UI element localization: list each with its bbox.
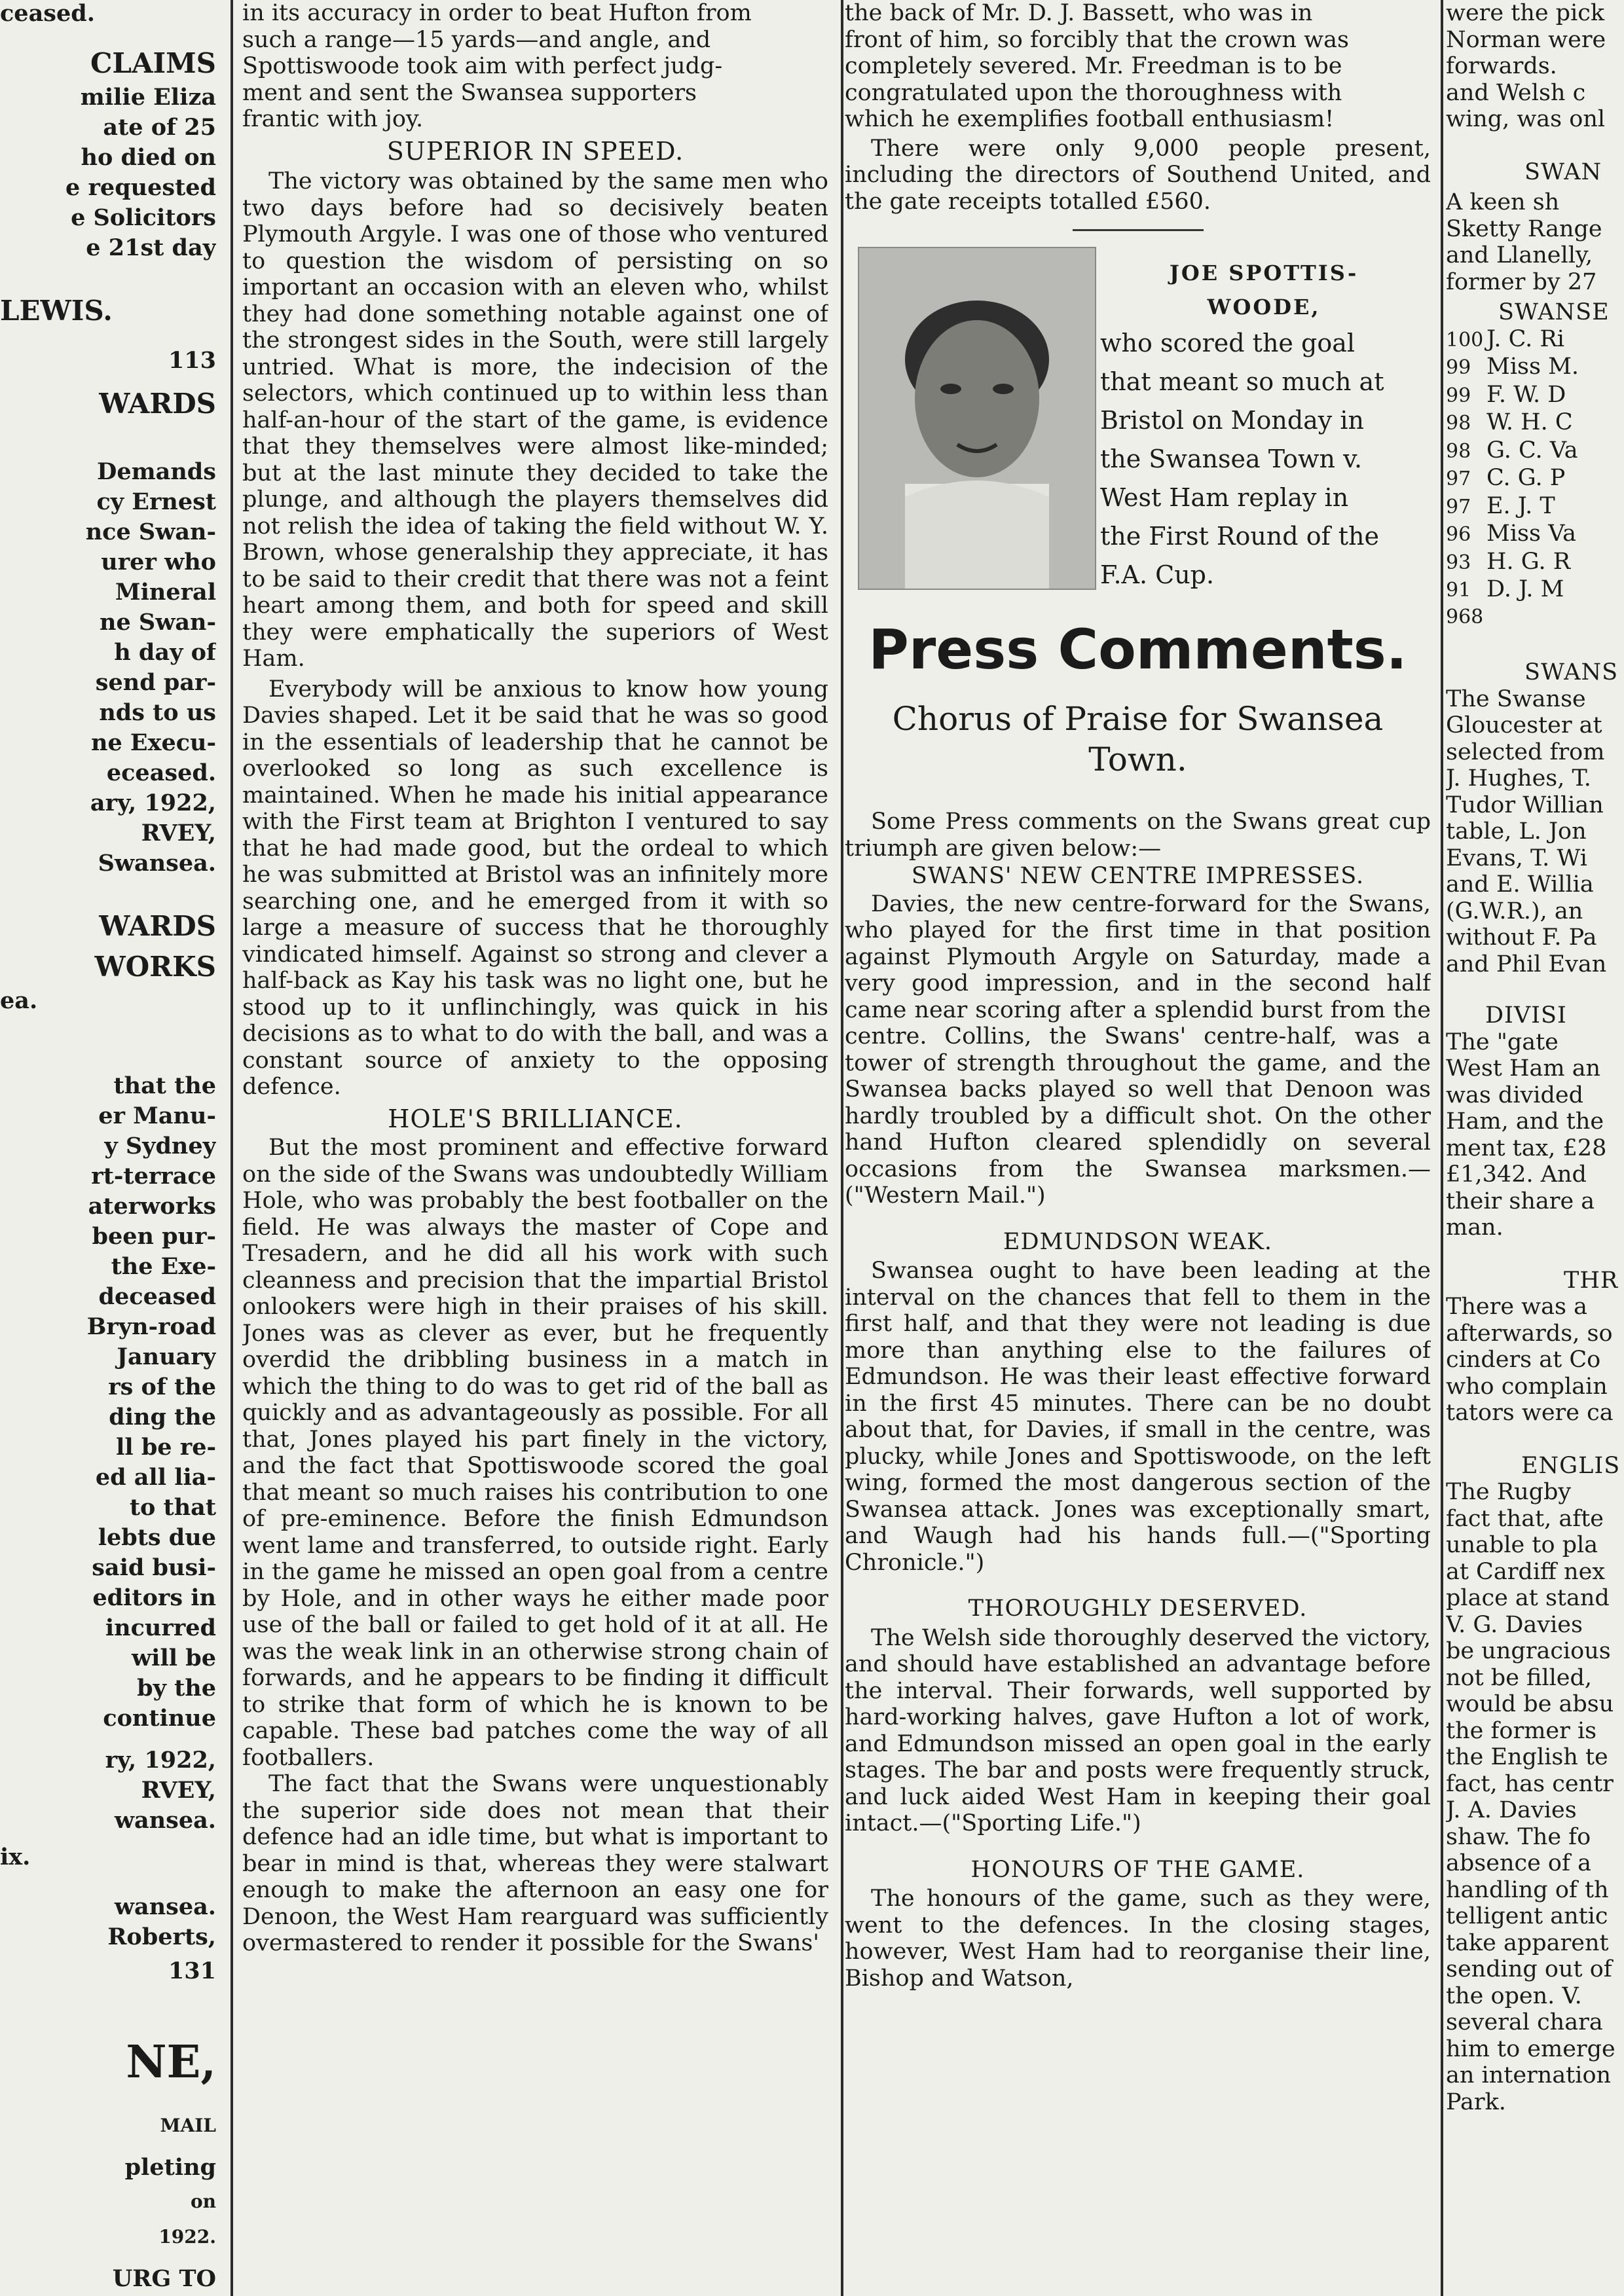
column-2: [242, 0, 828, 2296]
photo-block: [845, 247, 1431, 613]
text-line: fact, has centr: [1446, 1770, 1614, 1797]
text-line: continue: [103, 1705, 216, 1732]
article-paragraph: There were only 9,000 people present, including the directors of Southend United, and the gate receipts totalled £560.: [845, 135, 1431, 215]
score-row: [1446, 437, 1624, 465]
text-line: front of him, so forcibly that the crown was: [845, 26, 1349, 53]
score-name: Miss M.: [1486, 354, 1579, 380]
text-line: and Welsh c: [1446, 79, 1586, 106]
portrait-photo: [858, 247, 1096, 590]
score-value: 99: [1446, 356, 1471, 379]
text-line: their share a: [1446, 1188, 1595, 1214]
text-line: urer who: [101, 549, 216, 575]
text-line: afterwards, so: [1446, 1320, 1613, 1347]
thr-lines: [1446, 1294, 1624, 1427]
text-line: by the: [137, 1675, 216, 1702]
text-line: lebts due: [98, 1524, 216, 1551]
text-line: milie Eliza: [80, 84, 216, 111]
text-line: unable to pla: [1446, 1532, 1598, 1558]
score-total: 968: [1446, 605, 1484, 629]
article-paragraph: Swansea ought to have been leading at the interval on the chances that fell to them in the first half, and that they were not leading is due more than anything else to the failures of Edmundson. He was their least effective forward in the first 45 minutes. There can be no doubt about that, for Davies, if small in the centre, was plucky, while Jones and Spottiswoode, on the left wing, formed the most dangerous section of the Swansea attack. Jones was exceptionally smart, and Waugh had his hands full.—("Sporting Chronicle."): [845, 1258, 1431, 1576]
text-line: ceased.: [0, 0, 95, 27]
text-line: ary, 1922,: [90, 790, 216, 816]
text-line: Sketty Range: [1446, 215, 1602, 242]
column-3: [845, 0, 1431, 2296]
text-line: Bristol on Monday in: [1100, 406, 1364, 435]
text-line: Park.: [1446, 2088, 1506, 2115]
text-line: WARDS: [99, 388, 216, 420]
text-line: URG TO: [112, 2265, 216, 2292]
text-line: which he exemplifies football enthusiasm!: [845, 106, 1335, 132]
text-line: such a range—15 yards—and angle, and: [242, 26, 711, 53]
heading-swansea: SWANSE: [1498, 299, 1610, 325]
score-name: J. C. Ri: [1486, 325, 1564, 352]
column-rule: [231, 0, 233, 2296]
score-name: E. J. T: [1486, 492, 1555, 519]
score-row: [1446, 409, 1624, 437]
text-line: The Swanse: [1446, 685, 1586, 712]
score-row: [1446, 465, 1624, 493]
heading-superior-in-speed: SUPERIOR IN SPEED.: [386, 136, 684, 166]
press-comments-title: Press Comments.: [868, 617, 1407, 682]
text-line: frantic with joy.: [242, 106, 424, 132]
text-line: absence of a: [1446, 1850, 1591, 1876]
text-line: e requested: [65, 174, 216, 201]
top-lines: [1446, 0, 1624, 133]
text-line: ea.: [0, 987, 38, 1014]
text-line: Ham, and the: [1446, 1108, 1604, 1135]
text-line: handling of th: [1446, 1876, 1609, 1903]
text-line: WARDS: [99, 910, 216, 942]
text-line: e 21st day: [86, 234, 216, 261]
text-line: J. A. Davies: [1446, 1797, 1577, 1823]
text-line: man.: [1446, 1214, 1504, 1241]
text-line: congratulated upon the thoroughness with: [845, 79, 1342, 106]
text-line: fact that, afte: [1446, 1505, 1604, 1532]
text-line: e Solicitors: [71, 204, 216, 231]
photo-caption: [1100, 256, 1428, 594]
text-line: table, L. Jon: [1446, 818, 1587, 845]
text-line: WORKS: [94, 951, 216, 983]
text-line: wansea.: [114, 1893, 216, 1920]
text-line: Demands: [97, 458, 216, 485]
score-value: 99: [1446, 384, 1471, 407]
text-line: would be absu: [1446, 1691, 1614, 1717]
text-line: West Ham replay in: [1100, 483, 1349, 512]
engl-lines: [1446, 1479, 1624, 2115]
text-line: Evans, T. Wi: [1446, 845, 1587, 871]
text-line: January: [117, 1343, 216, 1370]
text-line: ho died on: [81, 144, 216, 171]
text-line: J. Hughes, T.: [1446, 765, 1591, 792]
text-line: ate of 25: [103, 114, 216, 141]
swan-lines: [1446, 189, 1624, 295]
text-line: MAIL: [160, 2115, 216, 2136]
score-row: [1446, 493, 1624, 521]
text-line: ment tax, £28: [1446, 1135, 1607, 1161]
text-line: ne Swan-: [100, 609, 216, 636]
text-line: ix.: [0, 1844, 31, 1870]
score-value: 98: [1446, 412, 1471, 435]
text-line: ment and sent the Swansea supporters: [242, 79, 697, 106]
article-paragraph: The honours of the game, such as they were, went to the defences. In the closing stages, however, West Ham had to reorganise their line, Bishop and Watson,: [845, 1886, 1431, 1992]
text-line: telligent antic: [1446, 1903, 1608, 1929]
text-line: ll be re-: [116, 1434, 216, 1461]
text-line: place at stand: [1446, 1585, 1610, 1611]
score-row: [1446, 576, 1624, 604]
column-rule: [841, 0, 843, 2296]
text-line: not be filled,: [1446, 1664, 1593, 1691]
score-list: [1446, 326, 1624, 604]
text-line: wing, was onl: [1446, 106, 1606, 132]
text-line: deceased: [98, 1283, 216, 1310]
text-line: Gloucester at: [1446, 712, 1602, 738]
text-line: NE,: [126, 2036, 216, 2088]
score-value: 97: [1446, 467, 1471, 490]
score-value: 97: [1446, 495, 1471, 519]
text-line: the Exe-: [111, 1253, 216, 1280]
text-line: and Phil Evan: [1446, 951, 1607, 977]
press-comments-subtitle: Chorus of Praise for Swansea Town.: [892, 700, 1384, 778]
text-line: that the: [113, 1072, 216, 1099]
intro-lines: [242, 0, 828, 133]
text-line: Bryn-road: [86, 1313, 216, 1340]
text-line: the English te: [1446, 1744, 1608, 1770]
text-line: the open. V.: [1446, 1982, 1582, 2009]
text-line: ne Execu-: [91, 729, 216, 756]
score-value: 98: [1446, 439, 1471, 463]
score-name: W. H. C: [1486, 409, 1573, 435]
lead-paragraph: Some Press comments on the Swans great cup triumph are given below:—: [845, 809, 1431, 862]
score-value: 93: [1446, 551, 1471, 574]
text-line: er Manu-: [98, 1102, 216, 1129]
article-paragraph: The Welsh side thoroughly deserved the victory, and should have established an advantage before the interval. Their forwards, well supported by hard-working halves, gave Hufton a lot of work, and Edmundson missed an open goal in the early stages. The bar and posts were frequently struck, and luck aided West Ham in keeping their goal intact.—("Sporting Life."): [845, 1624, 1431, 1836]
divis-lines: [1446, 1029, 1624, 1241]
heading-thr: THR: [1564, 1267, 1619, 1294]
text-line: LEWIS.: [0, 295, 113, 327]
text-line: CLAIMS: [90, 47, 216, 79]
column-rule: [1441, 0, 1443, 2296]
text-line: and E. Willia: [1446, 871, 1594, 898]
text-line: who scored the goal: [1100, 329, 1355, 357]
heading-swans: SWANS: [1524, 659, 1619, 685]
text-line: The Rugby: [1446, 1479, 1572, 1505]
text-line: to that: [129, 1494, 216, 1521]
text-line: sending out of: [1446, 1956, 1612, 1982]
caption-name: JOE SPOTTIS-WOODE,: [1169, 261, 1359, 319]
text-line: h day of: [114, 639, 216, 666]
text-line: forwards.: [1446, 53, 1557, 79]
text-line: the former is: [1446, 1717, 1597, 1744]
heading-edmundson-weak: EDMUNDSON WEAK.: [1003, 1228, 1273, 1255]
heading-divis: DIVISI: [1485, 1002, 1567, 1029]
text-line: editors in: [92, 1584, 216, 1611]
score-name: H. G. R: [1486, 548, 1571, 575]
score-row: [1446, 549, 1624, 577]
article-paragraph: But the most prominent and effective forward on the side of the Swans was undoubtedly William Hole, who was probably the best footballer on the field. He was always the master of Cope and Tresadern, and he did all his work with such cleanness and precision that the impartial Bristol onlookers were high in their praises of his skill. Jones was as clever as ever, but he frequently overdid the dribbling business in a match in which the thing to do was to get rid of the ball as quickly and as advantageously as possible. For all that, Jones played his part finely in the victory, and the fact that Spottiswoode scored the goal that meant so much raises his contribution to one of pre-eminence. Before the finish Edmundson went lame and transferred, to outside right. Early in the game he missed an open goal from a centre by Hole, and in other ways he either made poor use of the ball or failed to get hold of it at all. He was the weak link in an otherwise strong chain of forwards, and he appears to be finding it difficult to strike that form of which he is known to be capable. These bad patches come the way of all footballers.: [242, 1135, 828, 1771]
heading-new-centre: SWANS' NEW CENTRE IMPRESSES.: [911, 863, 1365, 889]
score-row: [1446, 326, 1624, 354]
text-line: There was a: [1446, 1294, 1587, 1320]
column-1: [0, 0, 226, 2296]
text-line: cy Ernest: [96, 488, 216, 515]
text-line: on: [190, 2191, 216, 2212]
text-line: cinders at Co: [1446, 1347, 1601, 1373]
text-line: shaw. The fo: [1446, 1823, 1591, 1850]
text-line: the Swansea Town v.: [1100, 445, 1363, 473]
text-line: send par-: [95, 669, 216, 696]
text-line: £1,342. And: [1446, 1161, 1587, 1188]
text-line: selected from: [1446, 738, 1605, 765]
text-line: ry, 1922,: [105, 1747, 216, 1774]
text-line: y Sydney: [104, 1133, 216, 1159]
text-line: take apparent: [1446, 1929, 1609, 1956]
text-line: RVEY,: [141, 1777, 216, 1804]
text-line: nce Swan-: [85, 519, 216, 545]
score-row: [1446, 520, 1624, 549]
text-line: (G.W.R.), an: [1446, 898, 1583, 924]
text-line: the First Round of the: [1100, 522, 1379, 551]
score-name: C. G. P: [1486, 465, 1566, 491]
text-line: several chara: [1446, 2009, 1603, 2035]
article-paragraph: Everybody will be anxious to know how young Davies shaped. Let it be said that he was so good in the essentials of leadership that he cannot be overlooked so long as such excellence is maintained. When he made his initial appearance with the First team at Brighton I ventured to say that he had made good, but the ordeal to which he was submitted at Bristol was an infinitely more searching one, and he emerged from it with so large a measure of success that he thoroughly vindicated himself. Against so strong and clever a half-back as Kay his task was no light one, but he stood up to it unflinchingly, was quick in his decisions as to what to do with the ball, and was a constant source of anxiety to the opposing defence.: [242, 676, 828, 1100]
text-line: aterworks: [88, 1193, 216, 1220]
text-line: A keen sh: [1446, 189, 1560, 215]
text-line: who complain: [1446, 1373, 1608, 1400]
text-line: ed all lia-: [95, 1464, 216, 1491]
text-line: wansea.: [114, 1807, 216, 1834]
score-name: D. J. M: [1486, 576, 1564, 602]
text-line: been pur-: [92, 1223, 216, 1250]
text-line: nds to us: [99, 699, 216, 726]
short-rule: [1073, 229, 1204, 231]
text-line: Norman were: [1446, 26, 1606, 53]
score-row: [1446, 354, 1624, 382]
text-line: 131: [168, 1958, 216, 1984]
text-line: former by 27: [1446, 268, 1597, 295]
text-line: rt-terrace: [91, 1163, 216, 1190]
text-line: ding the: [109, 1404, 216, 1430]
text-line: in its accuracy in order to beat Hufton from: [242, 0, 752, 26]
text-line: was divided: [1446, 1082, 1583, 1108]
score-row: [1446, 382, 1624, 410]
article-paragraph: The victory was obtained by the same men who two days before had so decisively beaten Plymouth Argyle. I was one of those who ventured to question the wisdom of persisting on so important an occasion with an eleven who, whilst they had done something notable against one of the strongest sides in the South, were still largely untried. What is more, the indecision of the selectors, which continued up to within less than half-an-hour of the start of the game, is evidence that they themselves were almost like-minded; but at the last minute they decided to take the plunge, and although the players themselves did not relish the idea of taking the field without W. Y. Brown, whose generalship they appreciate, it has to be said to their credit that there was not a feint heart among them, and both for speed and skill they were emphatically the superiors of West Ham.: [242, 168, 828, 672]
score-value: 100: [1446, 328, 1484, 352]
text-line: Tudor Willian: [1446, 792, 1604, 818]
text-line: 113: [168, 347, 216, 374]
heading-englis: ENGLIS: [1521, 1452, 1621, 1479]
text-line: said busi-: [92, 1554, 216, 1581]
score-name: F. W. D: [1486, 381, 1566, 408]
text-line: eceased.: [106, 759, 216, 786]
text-line: V. G. Davies: [1446, 1611, 1583, 1638]
text-line: were the pick: [1446, 0, 1605, 26]
text-line: The "gate: [1446, 1029, 1559, 1055]
text-line: tators were ca: [1446, 1400, 1614, 1426]
text-line: him to emerge: [1446, 2035, 1615, 2062]
score-name: Miss Va: [1486, 520, 1577, 547]
text-line: Mineral: [115, 579, 216, 606]
text-line: without F. Pa: [1446, 924, 1597, 951]
text-line: completely severed. Mr. Freedman is to be: [845, 53, 1342, 79]
text-line: at Cardiff nex: [1446, 1558, 1606, 1585]
score-value: 96: [1446, 523, 1471, 546]
text-line: 1922.: [158, 2226, 216, 2248]
score-value: 91: [1446, 579, 1471, 602]
text-line: that meant so much at: [1100, 367, 1384, 396]
text-line: Spottiswoode took aim with perfect judg-: [242, 53, 723, 79]
text-line: the back of Mr. D. J. Bassett, who was in: [845, 0, 1313, 26]
heading-swan: SWAN: [1524, 158, 1602, 185]
heading-honours: HONOURS OF THE GAME.: [970, 1856, 1305, 1883]
text-line: Roberts,: [107, 1923, 216, 1950]
text-line: F.A. Cup.: [1100, 560, 1215, 589]
portrait-icon: [859, 248, 1095, 589]
article-paragraph: Davies, the new centre-forward for the Swans, who played for the first time in that position against Plymouth Argyle on Saturday, made a very good impression, and in the second half came near scoring after a splendid burst from the centre. Collins, the Swans' centre-half, was a tower of strength throughout the game, and the Swansea backs played so well that Denoon was hardly troubled by a difficult shot. On the other hand Hufton cleared splendidly on several occasions from the Swansea marksmen.—("Western Mail."): [845, 890, 1431, 1209]
text-line: West Ham an: [1446, 1055, 1601, 1082]
article-paragraph: The fact that the Swans were unquestionably the superior side does not mean that their defence had an idle time, but what is important to bear in mind is that, whereas they were stalwart enough to make the afternoon an easy one for Denoon, the West Ham rearguard was sufficiently overmastered to render it possible for the Swans': [242, 1771, 828, 1956]
text-line: will be: [132, 1645, 216, 1671]
heading-thoroughly-deserved: THOROUGHLY DESERVED.: [968, 1595, 1308, 1622]
score-name: G. C. Va: [1486, 437, 1578, 464]
heading-holes-brilliance: HOLE'S BRILLIANCE.: [388, 1104, 683, 1133]
text-line: an internation: [1446, 2062, 1612, 2088]
text-line: RVEY,: [141, 820, 216, 847]
caption-text: [1100, 324, 1428, 594]
column-4: [1446, 0, 1624, 2296]
text-line: be ungracious: [1446, 1638, 1611, 1664]
intro-lines: [845, 0, 1431, 133]
text-line: rs of the: [108, 1374, 216, 1400]
text-line: Swansea.: [98, 850, 216, 877]
swans-lines: [1446, 686, 1624, 978]
text-line: incurred: [105, 1614, 216, 1641]
text-line: pleting: [124, 2154, 216, 2181]
text-line: and Llanelly,: [1446, 242, 1593, 268]
